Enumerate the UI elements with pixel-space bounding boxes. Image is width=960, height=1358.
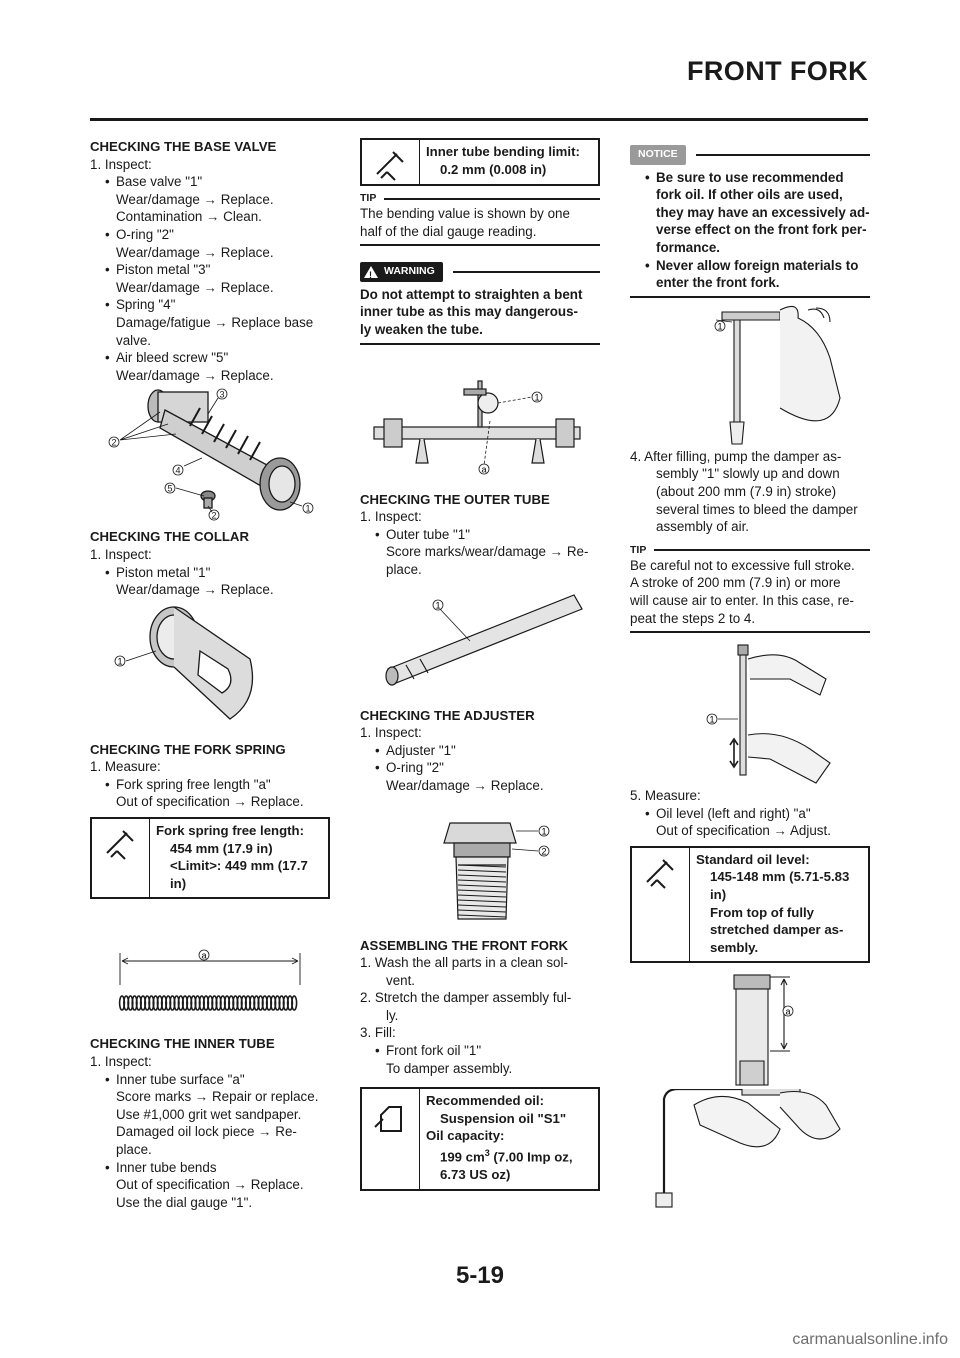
notice-items [630, 169, 870, 292]
figure-callout: 1 [117, 656, 123, 667]
tip-text: A stroke of 200 mm (7.9 in) or more [630, 575, 841, 591]
tip-text: The bending value is shown by one [360, 206, 570, 221]
spec-value: 199 $cm^3$ (7.00 Imp oz, [440, 1148, 573, 1165]
spec-value: sembly. [710, 939, 759, 955]
bullet-item: • Inner tube bends [90, 1159, 330, 1177]
step-text: ly. [386, 1007, 399, 1023]
bullet-item: • Piston metal "1" [90, 564, 330, 582]
step-text: 2. Stretch the damper assembly ful- [360, 990, 572, 1006]
warning-header [360, 262, 600, 282]
figure-callout: 2 [211, 510, 217, 521]
bullet-detail: place. [386, 561, 422, 577]
spec-box-fork-spring [90, 817, 330, 899]
step-text: 3. Fill: [360, 1025, 396, 1041]
caliper-icon [362, 140, 420, 184]
spec-box-oil-level [630, 846, 870, 964]
section-heading-adjuster: CHECKING THE ADJUSTER [360, 707, 535, 723]
section-heading-assembling: ASSEMBLING THE FRONT FORK [360, 937, 569, 953]
bullet-detail: Wear/damage → Replace. [116, 279, 274, 295]
bullet-detail: Use #1,000 grit wet sandpaper. [116, 1106, 302, 1122]
spec-box-bending-limit [360, 138, 600, 186]
dial-gauge-figure [360, 345, 600, 485]
bullet-detail: Wear/damage → Replace. [116, 244, 274, 260]
bullet-item: • Spring "4" [90, 296, 330, 314]
warning-label: WARNING [384, 265, 435, 278]
notice-header [630, 145, 870, 165]
step-text: vent. [386, 972, 416, 988]
bullet-detail: Wear/damage → Replace. [116, 582, 274, 598]
step-5: 5. Measure: [630, 788, 701, 804]
bullet-item: • Fork spring free length "a" [90, 776, 330, 794]
bullet-detail: valve. [116, 332, 151, 348]
caliper-icon [632, 848, 690, 962]
bullet-detail: Score marks → Repair or replace. [116, 1089, 319, 1105]
section-heading-inner-tube: CHECKING THE INNER TUBE [90, 1036, 275, 1052]
warning-icon [364, 266, 378, 278]
warning-text: inner tube as this may dangerous- [360, 304, 579, 320]
warning-text: Do not attempt to straighten a bent [360, 286, 583, 302]
figure-callout: 1 [709, 714, 715, 725]
spec-value: in) [710, 887, 727, 903]
step-text: 1. Measure: [90, 759, 161, 775]
oil-can-icon [362, 1089, 420, 1188]
inner-tube-items [90, 1071, 330, 1212]
bullet-detail: Contamination → Clean. [116, 209, 262, 225]
spec-value: 6.73 US oz) [440, 1167, 511, 1183]
tip-text: peat the steps 2 to 4. [630, 610, 756, 626]
section-heading-collar: CHECKING THE COLLAR [90, 529, 249, 545]
oil-gauge-figure [630, 1089, 870, 1209]
bullet-detail: Use the dial gauge "1". [116, 1194, 253, 1210]
figure-callout: a [481, 464, 487, 475]
bullet-detail: Damaged oil lock piece → Re- [116, 1124, 297, 1140]
step-text: sembly "1" slowly up and down [656, 466, 840, 482]
bullet-detail: Wear/damage → Replace. [386, 777, 544, 793]
damper-pump-figure [630, 639, 870, 787]
notice-text: enter the front fork. [656, 275, 780, 291]
step-text: 1. Inspect: [90, 1054, 152, 1070]
spec-box-recommended-oil [360, 1087, 600, 1190]
bullet-item: • Inner tube surface "a" [90, 1071, 330, 1089]
step-text: 4. After filling, pump the damper as- [630, 448, 842, 464]
tip-text: will cause air to enter. In this case, re- [630, 592, 855, 608]
tip-text: half of the dial gauge reading. [360, 223, 537, 239]
bullet-detail: Score marks/wear/damage → Re- [386, 544, 589, 560]
assembling-steps [360, 954, 600, 1042]
spring-coil [292, 996, 297, 1010]
spec-limit: <Limit>: 449 mm (17.7 [170, 858, 308, 874]
bullet-item: • Oil level (left and right) "a" [630, 805, 870, 823]
figure-callout: 3 [219, 389, 225, 400]
spec-value: 145-148 mm (5.71-5.83 [710, 869, 850, 885]
bullet-item: • O-ring "2" [360, 759, 600, 777]
figure-callout: 1 [534, 392, 540, 403]
outer-tube-figure [360, 579, 600, 701]
bullet-detail: place. [116, 1142, 152, 1157]
notice-text: they may have an excessively ad- [656, 204, 870, 220]
notice-text: formance. [656, 239, 720, 255]
spec-limit-cont: in) [170, 875, 187, 891]
bullet-detail: Wear/damage → Replace. [116, 191, 274, 207]
step-text: 1. Inspect: [90, 156, 152, 172]
step-text: (about 200 mm (7.9 in) stroke) [656, 483, 837, 499]
warning-text: ly weaken the tube. [360, 321, 483, 337]
step-text: 1. Inspect: [90, 546, 152, 562]
step-text: 1. Wash the all parts in a clean sol- [360, 955, 568, 971]
watermark: carmanualsonline.info [792, 1331, 948, 1348]
notice-text: verse effect on the front fork per- [656, 222, 867, 238]
column-3 [630, 145, 870, 1209]
bullet-item: • Base valve "1" [90, 173, 330, 191]
notice-badge: NOTICE [630, 145, 686, 165]
spec-value: From top of fully [710, 904, 815, 920]
fork-spring-figure [90, 905, 330, 1029]
page-title: FRONT FORK [687, 56, 868, 86]
bullet-item: • Front fork oil "1" [360, 1042, 600, 1060]
section-heading-outer-tube: CHECKING THE OUTER TUBE [360, 491, 550, 507]
step-text: 1. Inspect: [360, 509, 422, 525]
collar-figure [90, 599, 330, 735]
tip-box [360, 192, 600, 246]
bullet-detail: Out of specification → Replace. [116, 1177, 304, 1193]
step-text: assembly of air. [656, 519, 750, 535]
spec-label: Recommended oil: [426, 1093, 544, 1109]
figure-callout: a [201, 950, 207, 961]
bullet-detail: Damage/fatigue → Replace base [116, 314, 314, 330]
figure-callout: 4 [175, 465, 181, 476]
bullet-detail: Out of specification → Adjust. [656, 823, 831, 839]
spec-value: stretched damper as- [710, 922, 844, 938]
notice-text: • Be sure to use recommended [630, 169, 870, 187]
oil-filling-figure [630, 298, 870, 448]
spec-label: Standard oil level: [696, 851, 810, 867]
oil-level-figure [630, 969, 870, 1089]
header-rule [90, 118, 868, 121]
page-number: 5-19 [455, 1262, 505, 1289]
spec-label: Fork spring free length: [156, 823, 305, 839]
tip-label: TIP [360, 192, 377, 204]
spec-value: Suspension oil "S1" [440, 1110, 567, 1126]
step-text: several times to bleed the damper [656, 501, 858, 517]
bullet-detail: To damper assembly. [386, 1060, 513, 1076]
figure-callout: 2 [111, 437, 117, 448]
base-valve-items [90, 173, 330, 384]
figure-callout: 1 [435, 600, 441, 611]
spec-label: Oil capacity: [426, 1128, 505, 1144]
bullet-item: • Air bleed screw "5" [90, 349, 330, 367]
column-1 [90, 138, 330, 1211]
bullet-item: • Piston metal "3" [90, 261, 330, 279]
section-heading-base-valve: CHECKING THE BASE VALVE [90, 139, 277, 154]
tip-text: Be careful not to excessive full stroke. [630, 557, 855, 573]
figure-callout: 2 [541, 846, 547, 856]
figure-callout: 1 [305, 503, 311, 514]
figure-callout: 1 [541, 826, 547, 836]
spec-value: 454 mm (17.9 in) [170, 840, 273, 856]
column-2 [360, 138, 600, 1197]
section-heading-fork-spring: CHECKING THE FORK SPRING [90, 741, 286, 757]
bullet-detail: Out of specification → Replace. [116, 794, 304, 810]
figure-callout: a [785, 1006, 791, 1017]
caliper-icon [92, 819, 150, 897]
step-4 [630, 448, 870, 536]
bullet-detail: Wear/damage → Replace. [116, 367, 274, 383]
figure-callout: 1 [717, 321, 723, 332]
base-valve-figure [90, 384, 330, 522]
step-text: 1. Inspect: [360, 725, 422, 741]
bullet-item: • Adjuster "1" [360, 742, 600, 760]
tip-label: TIP [630, 543, 647, 556]
tip-box [630, 544, 870, 633]
adjuster-figure [360, 795, 600, 931]
bullet-item: • O-ring "2" [90, 226, 330, 244]
spec-label: Inner tube bending limit: [426, 144, 580, 159]
notice-text: • Never allow foreign materials to [630, 257, 870, 275]
warning-badge [360, 262, 443, 282]
spec-value: 0.2 mm (0.008 in) [440, 161, 547, 177]
notice-text: fork oil. If other oils are used, [656, 187, 843, 203]
figure-callout: 5 [167, 483, 173, 494]
bullet-item: • Outer tube "1" [360, 526, 600, 544]
